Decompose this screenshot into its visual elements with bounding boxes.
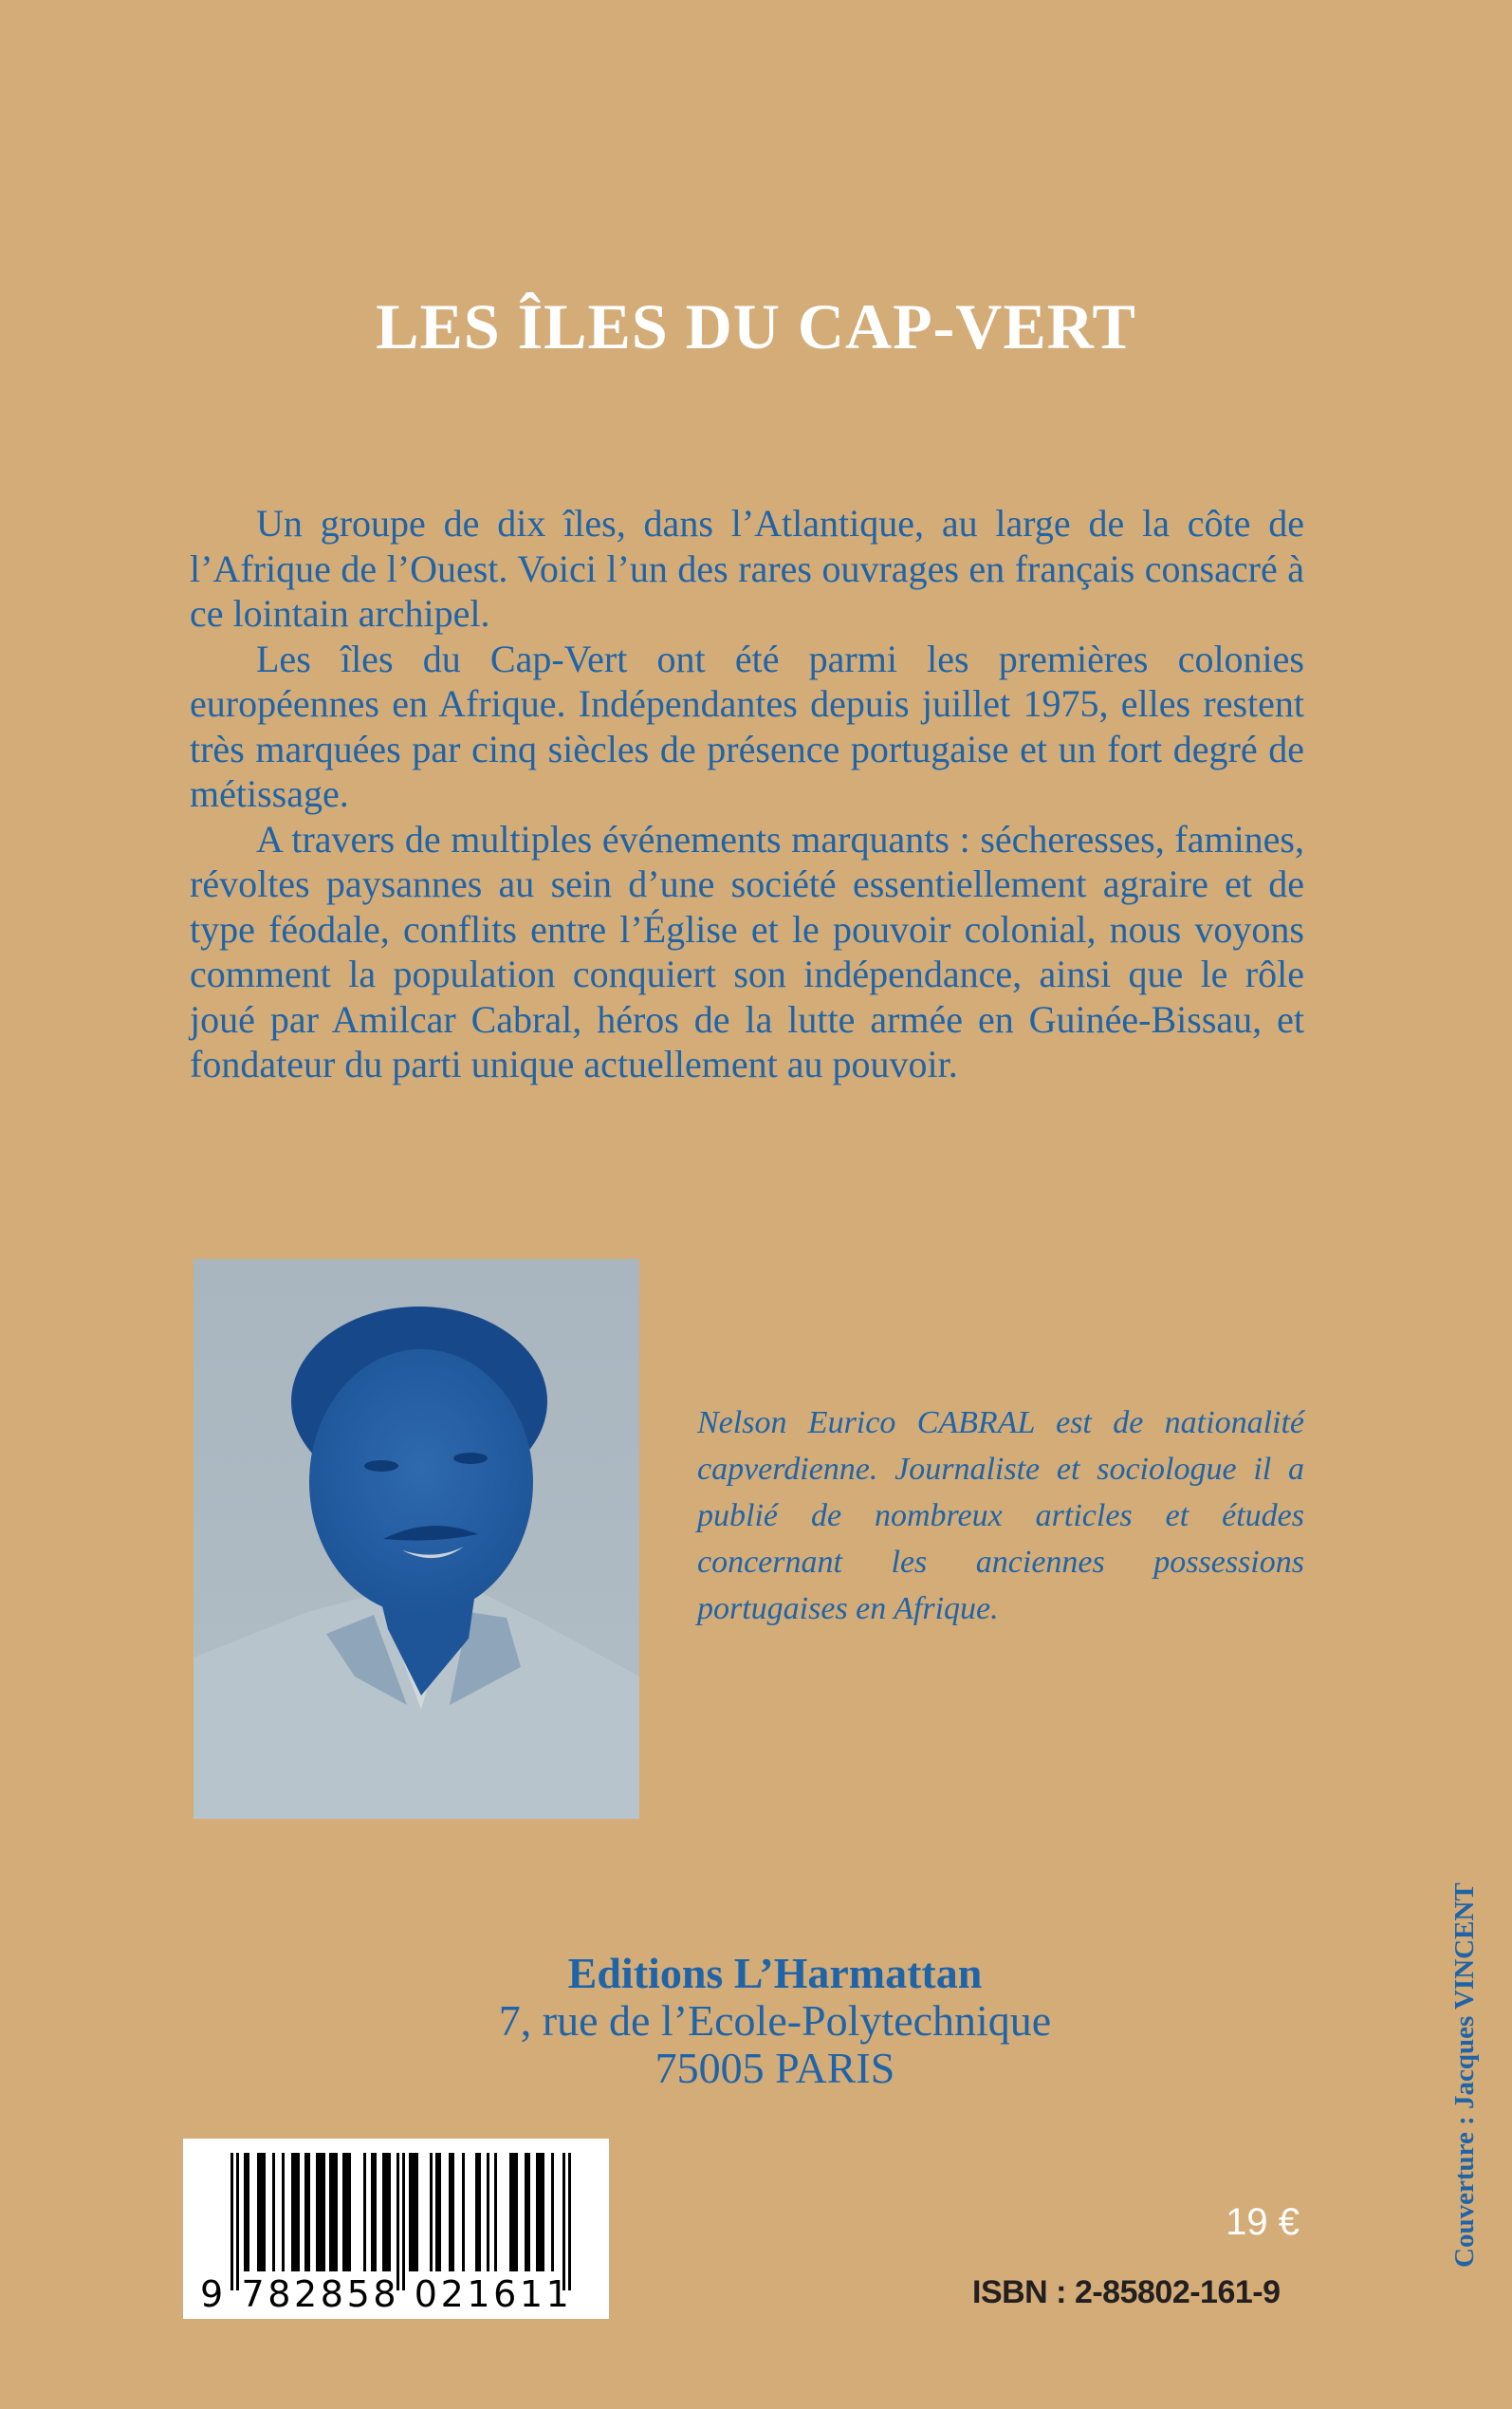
barcode — [183, 2139, 609, 2319]
back-cover-blurb — [190, 501, 1304, 1087]
publisher-address: 7, rue de l’Ecole-Polytechnique — [498, 1996, 1052, 2045]
book-title: LES ÎLES DU CAP-VERT — [376, 290, 1136, 362]
publisher-block — [0, 1950, 1512, 2092]
author-photo — [194, 1259, 639, 1819]
author-portrait-icon — [194, 1259, 639, 1819]
cover-credit: Couverture : Jacques VINCENT — [1449, 1882, 1480, 2268]
author-bio: Nelson Eurico CABRAL est de nationalité capverdienne. Journaliste et sociologue il a publié de nombreux articles et études concernant les anciennes possessions portugaises en Afrique. — [697, 1405, 1304, 1626]
blurb-paragraph-1: Un groupe de dix îles, dans l’Atlantique, au large de la côte de l’Afrique de l’Ouest. Voici l’un des rares ouvrages en français consacré à ce lointain archipel. — [190, 502, 1304, 635]
barcode-bars-icon — [230, 2153, 577, 2290]
barcode-digits: 9 782858 021611 — [200, 2273, 573, 2315]
blurb-paragraph-3: A travers de multiples événements marquants : sécheresses, famines, révoltes paysannes au sein d’une société essentiellement agraire et de type féodale, conflits entre l’Église et le pouvoir colonial, nous voyons comment la population conquiert son indépendance, ainsi que le rôle joué par Amilcar Cabral, héros de la lutte armée en Guinée-Bissau, et fondateur du parti unique actuellement au pouvoir. — [190, 817, 1304, 1085]
isbn: ISBN : 2-85802-161-9 — [972, 2274, 1281, 2310]
price: 19 € — [1226, 2201, 1300, 2243]
publisher-city: 75005 PARIS — [655, 2044, 895, 2092]
blurb-paragraph-2: Les îles du Cap-Vert ont été parmi les premières colonies européennes en Afrique. Indépendantes depuis juillet 1975, elles restent très marquées par cinq siècles de présence portugaise et un fort degré de métissage. — [190, 637, 1304, 815]
publisher-name: Editions L’Harmattan — [567, 1949, 983, 1997]
